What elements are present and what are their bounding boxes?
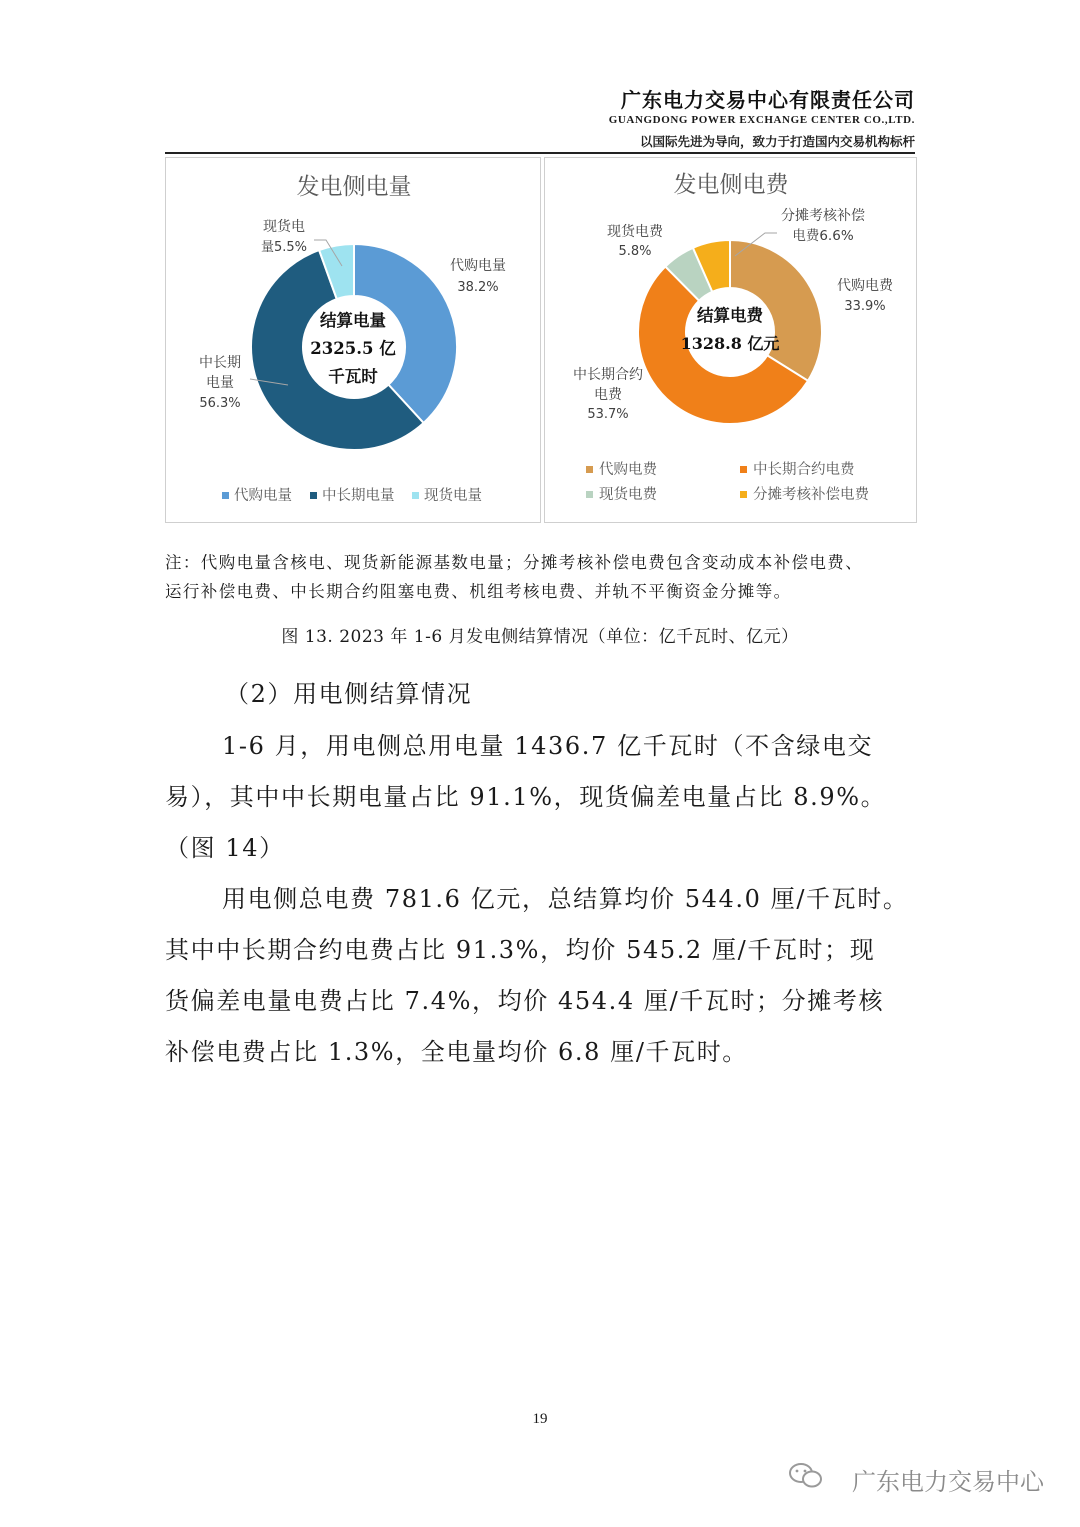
para2-line2: 其中中长期合约电费占比 91.3%，均价 545.2 厘/千瓦时；现 — [165, 936, 876, 964]
chart-panel-gen-energy — [165, 157, 541, 523]
figure-note — [165, 548, 925, 606]
chart-title: 发电侧电量 — [296, 174, 412, 200]
donut-center-line1: 结算电费 — [697, 306, 763, 325]
slice-label-xianhuo-l1: 现货电 — [263, 219, 305, 235]
para2-line3: 货偏差电量电费占比 7.4%，均价 454.4 厘/千瓦时；分摊考核 — [165, 987, 885, 1015]
note-line-1: 注：代购电量含核电、现货新能源基数电量；分摊考核补偿电费包含变动成本补偿电费、 — [165, 553, 864, 572]
slice-label-zhongchangqi-pct: 53.7% — [587, 407, 629, 422]
gen-fee-donut-chart — [545, 158, 916, 522]
donut-center-line1: 结算电量 — [320, 311, 386, 330]
legend-label-xianhuo: 现货电量 — [424, 488, 482, 504]
legend-label-zhongchangqi: 中长期合约电费 — [753, 462, 855, 478]
legend-label-daigou: 代购电量 — [234, 488, 292, 504]
chart-title: 发电侧电费 — [673, 172, 789, 198]
company-name-cn: 广东电力交易中心有限责任公司 — [621, 88, 915, 112]
slice-label-zhongchangqi-l2: 电费 — [594, 387, 622, 403]
slice-label-xianhuo-l1: 现货电费 — [607, 224, 663, 240]
figure-caption: 图 13. 2023 年 1-6 月发电侧结算情况（单位：亿千瓦时、亿元） — [281, 627, 799, 647]
slice-label-zhongchangqi-l1: 中长期 — [199, 355, 241, 371]
legend-swatch-zhongchangqi — [740, 466, 747, 473]
company-name-en: GUANGDONG POWER EXCHANGE CENTER CO.,LTD. — [608, 114, 915, 126]
legend-label-xianhuo: 现货电费 — [599, 487, 657, 503]
wechat-icon — [788, 1461, 824, 1491]
slice-label-daigou-pct: 38.2% — [457, 280, 499, 295]
slice-label-xianhuo-l2: 5.8% — [618, 244, 652, 259]
slice-label-daigou-name: 代购电费 — [837, 278, 893, 294]
legend-swatch-daigou — [222, 492, 229, 499]
company-slogan: 以国际先进为导向，致力于打造国内交易机构标杆 — [639, 134, 915, 149]
slice-label-fentan-l1: 分摊考核补偿 — [781, 208, 865, 224]
legend-label-zhongchangqi: 中长期电量 — [322, 488, 395, 504]
chart-panel-gen-fee — [544, 157, 917, 523]
legend-label-fentan: 分摊考核补偿电费 — [753, 487, 869, 503]
note-line-2: 运行补偿电费、中长期合约阻塞电费、机组考核电费、并轨不平衡资金分摊等。 — [165, 582, 792, 601]
para2-line1: 用电侧总电费 781.6 亿元，总结算均价 544.0 厘/千瓦时。 — [222, 885, 909, 913]
para1-line3: （图 14） — [165, 834, 285, 862]
para2-line4: 补偿电费占比 1.3%，全电量均价 6.8 厘/千瓦时。 — [165, 1038, 748, 1066]
gen-energy-donut-chart — [166, 158, 540, 522]
slice-label-fentan-l2: 电费6.6% — [792, 228, 854, 244]
slice-label-daigou-name: 代购电量 — [450, 258, 506, 274]
donut-center-line2: 1328.8 亿元 — [680, 334, 780, 353]
slice-label-zhongchangqi-l1: 中长期合约 — [573, 367, 643, 383]
para1-line2: 易），其中中长期电量占比 91.1%，现货偏差电量占比 8.9%。 — [165, 783, 887, 811]
legend-swatch-zhongchangqi — [310, 492, 317, 499]
slice-label-zhongchangqi-l2: 电量 — [206, 375, 234, 391]
donut-center-line2: 2325.5 亿 — [310, 339, 396, 358]
slice-label-zhongchangqi-pct: 56.3% — [199, 396, 241, 411]
donut-center-line3: 千瓦时 — [328, 367, 378, 386]
slice-label-daigou-pct: 33.9% — [844, 299, 886, 314]
watermark-text: 广东电力交易中心 — [852, 1468, 1044, 1496]
para1-line1: 1-6 月，用电侧总用电量 1436.7 亿千瓦时（不含绿电交 — [222, 732, 874, 760]
legend-label-daigou: 代购电费 — [599, 462, 657, 478]
legend-swatch-xianhuo — [412, 492, 419, 499]
page-number: 19 — [532, 1411, 548, 1427]
legend-swatch-daigou — [586, 466, 593, 473]
slice-label-xianhuo-l2: 量5.5% — [260, 240, 308, 255]
legend-swatch-fentan — [740, 491, 747, 498]
legend-swatch-xianhuo — [586, 491, 593, 498]
header-rule — [165, 152, 915, 154]
section-heading: （2）用电侧结算情况 — [225, 680, 473, 708]
